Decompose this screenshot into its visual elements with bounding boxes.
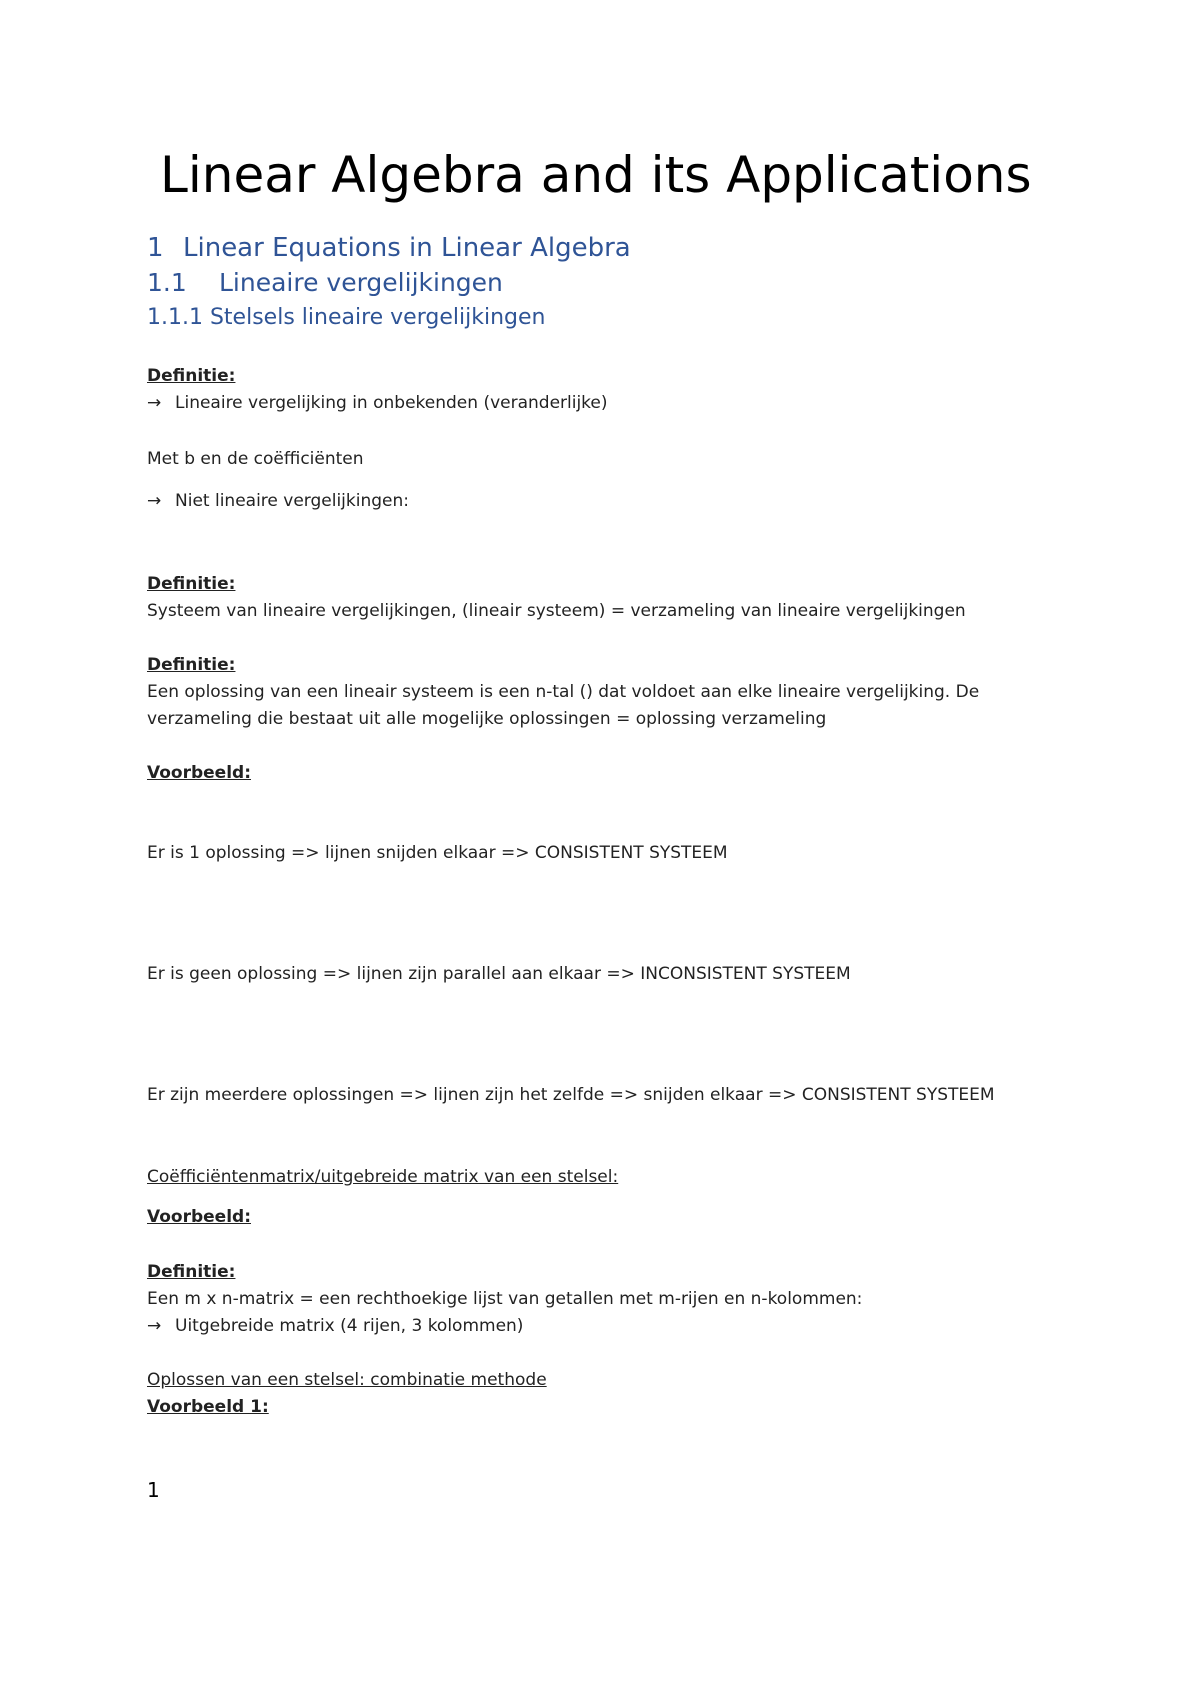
- definition-text: Een m x n-matrix = een rechthoekige lijst van getallen met m-rijen en n-kolommen:: [147, 1289, 863, 1309]
- heading-2-text: Lineaire vergelijkingen: [219, 268, 503, 297]
- coefficients-line: Met b en de coëfficiënten: [147, 449, 364, 469]
- arrow-right-icon: →: [147, 1316, 162, 1336]
- nonlinear-text: Niet lineaire vergelijkingen:: [175, 491, 409, 511]
- arrow-right-icon: →: [147, 393, 162, 413]
- example-label: Voorbeeld 1:: [147, 1397, 269, 1417]
- definition-text: Een oplossing van een lineair systeem is een n-tal () dat voldoet aan elke lineaire vergelijking. De: [147, 682, 980, 702]
- heading-1-number: 1: [147, 233, 164, 263]
- definition-text: Uitgebreide matrix (4 rijen, 3 kolommen): [175, 1316, 524, 1336]
- section-heading: Oplossen van een stelsel: combinatie methode: [147, 1370, 547, 1390]
- heading-2: [147, 267, 503, 299]
- definition-line: [147, 1314, 523, 1338]
- definition-label: Definitie:: [147, 366, 236, 386]
- case-consistent-one: Er is 1 oplossing => lijnen snijden elkaar => CONSISTENT SYSTEEM: [147, 843, 728, 863]
- definition-text: Lineaire vergelijking in onbekenden (veranderlijke): [175, 393, 608, 413]
- document-title: Linear Algebra and its Applications: [160, 146, 1032, 204]
- heading-1-text: Linear Equations in Linear Algebra: [183, 233, 631, 263]
- page-number: 1: [147, 1478, 160, 1502]
- definition-text: verzameling die bestaat uit alle mogelijke oplossingen = oplossing verzameling: [147, 709, 827, 729]
- heading-2-number: 1.1: [147, 268, 187, 297]
- heading-1: [147, 232, 631, 264]
- example-label: Voorbeeld:: [147, 763, 251, 783]
- case-consistent-many: Er zijn meerdere oplossingen => lijnen zijn het zelfde => snijden elkaar => CONSISTENT SYSTEEM: [147, 1085, 995, 1105]
- definition-label: Definitie:: [147, 655, 236, 675]
- definition-line: [147, 391, 608, 415]
- nonlinear-line: [147, 489, 409, 513]
- heading-3: 1.1.1 Stelsels lineaire vergelijkingen: [147, 305, 546, 330]
- case-inconsistent: Er is geen oplossing => lijnen zijn parallel aan elkaar => INCONSISTENT SYSTEEM: [147, 964, 851, 984]
- arrow-right-icon: →: [147, 491, 162, 511]
- example-label: Voorbeeld:: [147, 1207, 251, 1227]
- definition-label: Definitie:: [147, 574, 236, 594]
- definition-text: Systeem van lineaire vergelijkingen, (lineair systeem) = verzameling van lineaire vergelijkingen: [147, 601, 966, 621]
- definition-label: Definitie:: [147, 1262, 236, 1282]
- section-heading: Coëfficiëntenmatrix/uitgebreide matrix van een stelsel:: [147, 1167, 619, 1187]
